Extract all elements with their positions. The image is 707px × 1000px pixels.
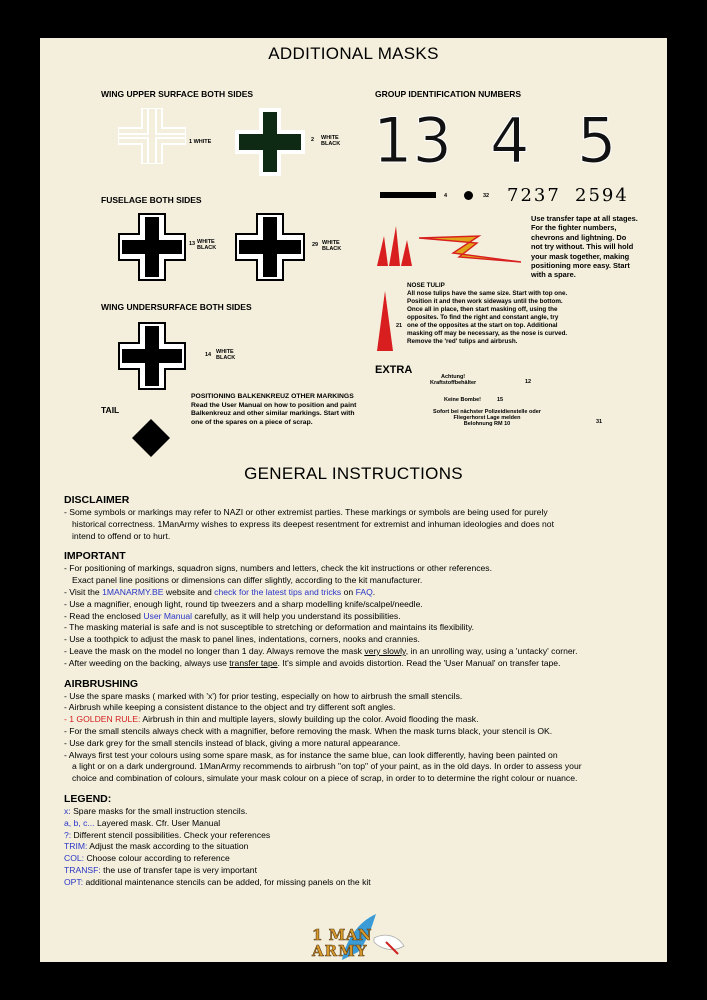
airbrushing-line: - For the small stencils always check with a magnifier, before removing the mask. When the mask turns black, your stencil is OK. — [64, 725, 553, 736]
airbrushing-line: a light or on a dark underground. 1ManArmy recommends to airbrush "on top" of your paint, as in the old days. In order to assess your — [72, 761, 582, 772]
disclaimer-line: historical correctness. 1ManArmy wishes to express its deepest resentment for extremist and inhuman ideologies and does not — [72, 518, 554, 529]
important-line: - Use a magnifier, enough light, round tip tweezers and a sharp modelling knife/scalpel/needle. — [64, 598, 423, 609]
airbrushing-line: - Use the spare masks ( marked with 'x') for prior testing, especially on how to airbrush the small stencils. — [64, 690, 463, 701]
important-line: - For positioning of markings, squadron signs, numbers and letters, check the kit instructions or other references. — [64, 563, 492, 574]
disclaimer-line: - Some symbols or markings may refer to NAZI or other extremist parties. These markings or symbols are being used for purely — [64, 507, 548, 517]
cross-29 — [235, 213, 305, 281]
lightning-bolt-icon — [419, 234, 523, 264]
section-tail: TAIL — [101, 405, 120, 415]
legend-item: TRIM: Adjust the mask according to the situation — [64, 841, 249, 852]
instruction-sheet — [40, 38, 667, 962]
sofort-stencil: Sofort bei nächster Polizeidienstelle oder Fliegerhorst Lage melden Belohnung RM 10 — [433, 409, 541, 427]
disclaimer-heading: DISCLAIMER — [64, 494, 130, 506]
black-dot — [464, 191, 473, 200]
group-number-5: 5 — [577, 104, 617, 177]
important-heading: IMPORTANT — [64, 550, 126, 563]
cross-13 — [118, 213, 186, 281]
group-number-4: 4 — [490, 104, 530, 177]
cross-29-label: WHITE BLACK — [322, 240, 342, 252]
section-group-id: GROUP IDENTIFICATION NUMBERS — [375, 89, 522, 99]
nose-tulip-num: 21 — [396, 323, 403, 329]
airbrushing-line: choice and combination of colours, simulate your mask colour on a piece of scrap, in order to to determine the right colour or nuance. — [72, 773, 578, 784]
instructions-body — [64, 494, 664, 889]
important-line: - Use a toothpick to adjust the mask to panel lines, indentations, corners, nooks and crannies. — [64, 634, 420, 645]
cross-13-label: WHITE BLACK — [197, 239, 217, 251]
legend-item: TRANSF: the use of transfer tape is very important — [64, 864, 257, 875]
serial-7237: 7237 — [507, 185, 561, 206]
website-link[interactable]: 1MANARMY.BE — [102, 586, 164, 597]
cross-13-num: 13 — [189, 241, 196, 247]
legend-item: COL: Choose colour according to reference — [64, 853, 230, 864]
important-line: Exact panel line positions or dimensions can differ slightly, according to the kit manufacturer. — [72, 575, 423, 586]
airbrushing-line: - Airbrush while keeping a consistent distance to the object and try different soft angles. — [64, 702, 396, 713]
bombe-stencil: Keine Bombe! — [444, 397, 481, 403]
section-fuselage: FUSELAGE BOTH SIDES — [101, 195, 202, 205]
transfer-tip: Use transfer tape at all stages. For the fighter numbers, chevrons and lightning. Do not try without. This will hold your mask together, making positioning more easy. Start with a spare. — [531, 214, 638, 280]
positioning-block: POSITIONING BALKENKREUZ OTHER MARKINGS Read the User Manual on how to position and paint Balkenkreuz and other similar markings. Start with one of the spares on a piece of scrap. — [191, 393, 357, 426]
important-line: - Visit the 1MANARMY.BE website and check for the latest tips and tricks on FAQ. — [64, 586, 376, 597]
cross-white-outline — [118, 108, 186, 164]
achtung-num: 12 — [525, 379, 532, 385]
logo-line-1: 1 MAN — [312, 926, 373, 944]
legend-item: a, b, c... Layered mask. Cfr. User Manual — [64, 817, 221, 828]
serial-2594: 2594 — [575, 185, 629, 206]
section-wing-upper: WING UPPER SURFACE BOTH SIDES — [101, 89, 254, 99]
airbrushing-line: - 1 GOLDEN RULE: Airbrush in thin and multiple layers, slowly building up the color. Avoid flooding the mask. — [64, 714, 479, 725]
section-wing-under: WING UNDERSURFACE BOTH SIDES — [101, 302, 252, 312]
sofort-num: 31 — [596, 419, 603, 425]
tail-diamond — [132, 419, 170, 457]
important-line: - The masking material is safe and is not susceptible to stretching or deformation and maintains its flexibility. — [64, 622, 474, 633]
general-instructions-title: GENERAL INSTRUCTIONS — [244, 464, 463, 483]
black-bar — [380, 192, 436, 198]
faq-link[interactable]: FAQ — [355, 586, 373, 597]
red-tulips-icon — [375, 226, 415, 268]
cross-14-num: 14 — [205, 352, 212, 358]
cross-29-num: 29 — [312, 242, 319, 248]
cross-2-num: 2 — [311, 137, 315, 143]
page-title: ADDITIONAL MASKS — [268, 44, 439, 63]
disclaimer-line: intend to offend or to hurt. — [72, 530, 171, 541]
black-bar-num: 4 — [444, 193, 448, 199]
cross-14 — [118, 322, 186, 390]
cross-1-label: 1 WHITE — [189, 139, 212, 145]
cross-2-label: WHITE BLACK — [321, 135, 341, 147]
bombe-num: 15 — [497, 397, 504, 403]
airbrushing-heading: AIRBRUSHING — [64, 677, 139, 690]
cross-14-label: WHITE BLACK — [216, 349, 236, 361]
logo-line-2: ARMY — [312, 942, 368, 960]
airbrushing-line: - Use dark grey for the small stencils instead of black, giving a more natural appearance. — [64, 737, 401, 748]
important-line: - Leave the mask on the model no longer than 1 day. Always remove the mask very slowly, in an unrolling way, using a 'untacky' corner. — [64, 645, 578, 656]
tips-link[interactable]: check for the latest tips and tricks — [214, 586, 342, 597]
legend-item: x: Spare masks for the small instruction stencils. — [64, 805, 248, 816]
legend-item: ?: Different stencil possibilities. Check your references — [64, 829, 271, 840]
airbrushing-line: - Always first test your colours using some spare mask, as for instance the same blue, can look differently, having been painted on — [64, 749, 558, 760]
legend-item: OPT: additional maintenance stencils can be added, for missing panels on the kit — [64, 876, 371, 887]
legend-heading: LEGEND: — [64, 792, 112, 805]
section-extra: EXTRA — [375, 364, 413, 376]
achtung-stencil: Achtung! Kraftstoffbehälter — [430, 374, 477, 386]
black-dot-num: 32 — [483, 193, 490, 199]
important-line: - Read the enclosed User Manual carefully, as it will help you understand its possibilities. — [64, 610, 401, 621]
brand-logo — [308, 912, 408, 962]
nose-tulip-block: NOSE TULIP All nose tulips have the same size. Start with top one. Position it and then work sideways until the bottom. Once all in place, then start masking off, using the opposites. To find the right and constant angle, try one of the opposites at the start on top. Additional masking off may be necessary, as the nose is curved. Remove the 'red' tulips and airbrush. — [407, 282, 568, 345]
cross-green — [235, 108, 305, 176]
user-manual-link[interactable]: User Manual — [143, 610, 193, 621]
group-number-13: 13 — [373, 104, 452, 177]
important-line: - After weeding on the backing, always use transfer tape. It's simple and avoids distortion. Read the 'User Manual' on transfer tape. — [64, 657, 561, 668]
nose-tulip-icon — [376, 291, 394, 351]
